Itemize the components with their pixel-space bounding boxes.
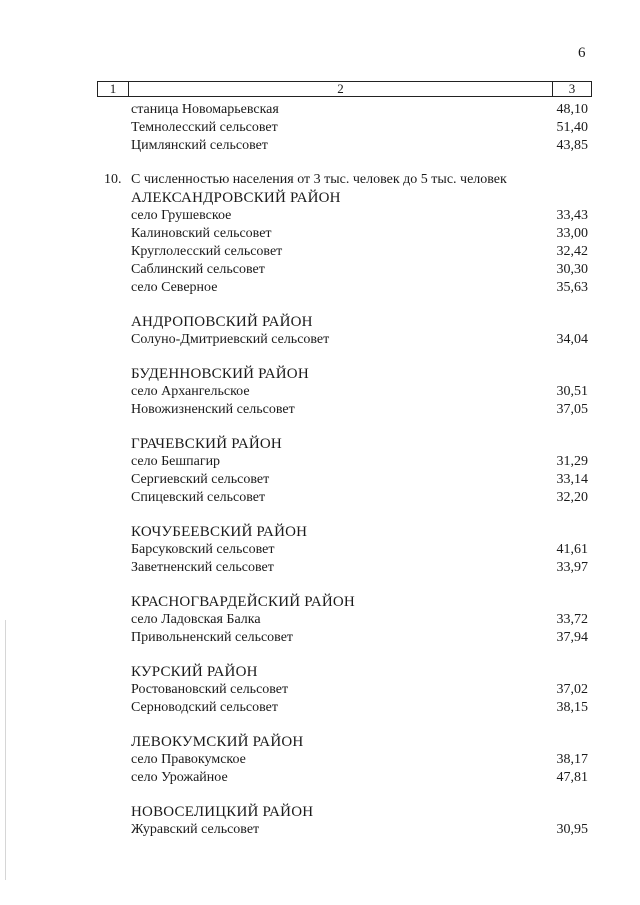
table-row (0, 821, 640, 839)
row-value: 30,30 (556, 262, 588, 277)
row-value: 37,02 (556, 682, 588, 697)
district-heading (0, 523, 640, 541)
spacer (0, 297, 640, 313)
table-row (0, 225, 640, 243)
row-value: 37,94 (556, 630, 588, 645)
district-name: КОЧУБЕЕВСКИЙ РАЙОН (131, 524, 308, 540)
table-row (0, 101, 640, 119)
row-name: село Грушевское (131, 208, 232, 223)
row-name: Ростовановский сельсовет (131, 682, 289, 697)
row-value: 33,00 (556, 226, 588, 241)
spacer (0, 577, 640, 593)
district-name: БУДЕННОВСКИЙ РАЙОН (131, 366, 309, 382)
row-value: 48,10 (556, 102, 588, 117)
district-name: КУРСКИЙ РАЙОН (131, 664, 258, 680)
district-heading (0, 663, 640, 681)
row-value: 43,85 (556, 138, 588, 153)
section-heading (0, 171, 640, 189)
row-value: 37,05 (556, 402, 588, 417)
spacer (0, 787, 640, 803)
table-row (0, 681, 640, 699)
row-value: 33,14 (556, 472, 588, 487)
table-header (97, 81, 592, 97)
row-name: Новожизненский сельсовет (131, 402, 295, 417)
spacer (0, 507, 640, 523)
row-value: 30,51 (556, 384, 588, 399)
row-name: Серноводский сельсовет (131, 700, 278, 715)
row-name: Журавский сельсовет (131, 822, 260, 837)
row-name: село Архангельское (131, 384, 250, 399)
row-name: село Урожайное (131, 770, 228, 785)
spacer (0, 349, 640, 365)
scan-edge-line (5, 620, 6, 880)
district-heading (0, 733, 640, 751)
district-name: КРАСНОГВАРДЕЙСКИЙ РАЙОН (131, 594, 355, 610)
district-heading (0, 313, 640, 331)
row-value: 38,15 (556, 700, 588, 715)
row-name: Заветненский сельсовет (131, 560, 274, 575)
row-value: 51,40 (556, 120, 588, 135)
table-row (0, 629, 640, 647)
row-value: 47,81 (556, 770, 588, 785)
district-heading (0, 593, 640, 611)
column-header-2: 2 (129, 82, 553, 96)
district-name: АЛЕКСАНДРОВСКИЙ РАЙОН (131, 190, 341, 206)
row-name: Калиновский сельсовет (131, 226, 272, 241)
row-value: 31,29 (556, 454, 588, 469)
row-value: 34,04 (556, 332, 588, 347)
row-value: 30,95 (556, 822, 588, 837)
table-row (0, 279, 640, 297)
row-name: село Правокумское (131, 752, 246, 767)
row-name: Цимлянский сельсовет (131, 138, 268, 153)
table-row (0, 559, 640, 577)
table-row (0, 137, 640, 155)
table-row (0, 541, 640, 559)
district-heading (0, 189, 640, 207)
row-value: 33,97 (556, 560, 588, 575)
row-name: Спицевский сельсовет (131, 490, 266, 505)
table-row (0, 751, 640, 769)
table-row (0, 383, 640, 401)
row-name: Темнолесский сельсовет (131, 120, 278, 135)
table-row (0, 119, 640, 137)
row-name: село Ладовская Балка (131, 612, 261, 627)
row-value: 32,42 (556, 244, 588, 259)
table-row (0, 207, 640, 225)
district-heading (0, 435, 640, 453)
row-value: 35,63 (556, 280, 588, 295)
table-row (0, 331, 640, 349)
row-name: Барсуковский сельсовет (131, 542, 275, 557)
row-value: 32,20 (556, 490, 588, 505)
document-body (0, 101, 640, 839)
row-name: станица Новомарьевская (131, 102, 279, 117)
row-name: Привольненский сельсовет (131, 630, 294, 645)
row-name: Саблинский сельсовет (131, 262, 265, 277)
row-value: 38,17 (556, 752, 588, 767)
row-value: 41,61 (556, 542, 588, 557)
district-heading (0, 365, 640, 383)
district-name: АНДРОПОВСКИЙ РАЙОН (131, 314, 313, 330)
table-row (0, 453, 640, 471)
table-row (0, 611, 640, 629)
row-name: село Бешпагир (131, 454, 221, 469)
district-name: ГРАЧЕВСКИЙ РАЙОН (131, 436, 282, 452)
page-number: 6 (578, 45, 586, 61)
spacer (0, 419, 640, 435)
column-header-1: 1 (98, 82, 129, 96)
spacer (0, 155, 640, 171)
section-number: 10. (104, 172, 122, 187)
column-header-3: 3 (568, 81, 576, 96)
row-name: Сергиевский сельсовет (131, 472, 270, 487)
row-value: 33,72 (556, 612, 588, 627)
table-row (0, 699, 640, 717)
table-row (0, 769, 640, 787)
row-name: село Северное (131, 280, 218, 295)
table-row (0, 489, 640, 507)
spacer (0, 647, 640, 663)
district-heading (0, 803, 640, 821)
table-row (0, 401, 640, 419)
table-row (0, 261, 640, 279)
spacer (0, 717, 640, 733)
row-name: Солуно-Дмитриевский сельсовет (131, 332, 330, 347)
row-name: Круглолесский сельсовет (131, 244, 283, 259)
table-row (0, 243, 640, 261)
row-value: 33,43 (556, 208, 588, 223)
section-title: С численностью населения от 3 тыс. человек до 5 тыс. человек (131, 172, 507, 187)
district-name: ЛЕВОКУМСКИЙ РАЙОН (131, 734, 304, 750)
district-name: НОВОСЕЛИЦКИЙ РАЙОН (131, 804, 314, 820)
table-row (0, 471, 640, 489)
